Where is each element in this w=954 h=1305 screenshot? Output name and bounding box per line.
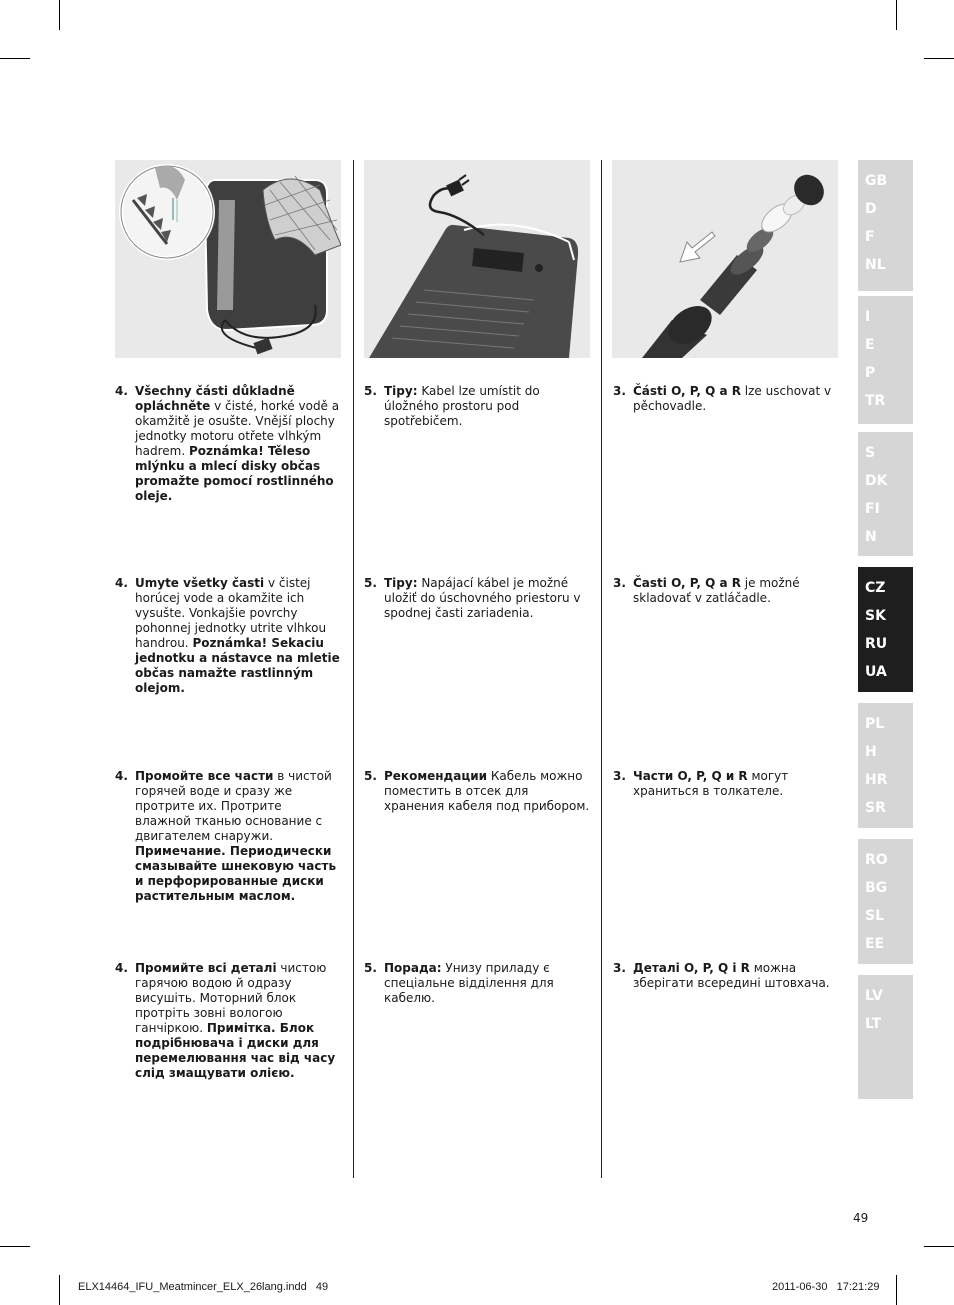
- step-body: je možné skladovať v zatláčadle.: [633, 576, 800, 605]
- language-tab-group[interactable]: [858, 975, 913, 1099]
- step-emphasis: Деталі O, P, Q i R: [633, 961, 750, 975]
- step-body: можна зберігати всередині штовхача.: [633, 961, 830, 990]
- column-divider: [601, 160, 602, 1178]
- language-tab-group[interactable]: [858, 296, 913, 424]
- step-emphasis: Časti O, P, Q a R: [633, 576, 741, 590]
- step-body: Kabel lze umístit do úložného prostoru pod spotřebičem.: [384, 384, 540, 428]
- language-code: UA: [865, 664, 887, 680]
- step-body: чистою гарячою водою й одразу висушіть. Моторний блок протріть зовні вологою ганчіркою.: [135, 961, 327, 1035]
- language-tab-group[interactable]: [858, 839, 913, 964]
- step-number: 3.: [613, 961, 626, 975]
- step-item: [613, 961, 839, 991]
- step-body: v čisté, horké vodě a okamžitě je osušte. Vnější plochy jednotky motoru otřete vlhkým hadrem.: [135, 399, 340, 458]
- step-item: [364, 384, 590, 429]
- rinse-parts-illustration: [115, 160, 341, 358]
- step-number: 5.: [364, 384, 377, 398]
- step-number: 4.: [115, 961, 128, 975]
- language-code: EE: [865, 936, 885, 952]
- step-emphasis: Umyte všetky časti: [135, 576, 265, 590]
- step-item: [364, 576, 590, 621]
- step-number: 4.: [115, 384, 128, 398]
- crop-mark: [0, 1246, 30, 1247]
- step-text: [135, 576, 341, 696]
- step-emphasis: Промойте все части: [135, 769, 274, 783]
- step-number: 4.: [115, 769, 128, 783]
- step-text: [633, 576, 839, 606]
- language-code: NL: [865, 257, 886, 273]
- language-code: F: [865, 229, 875, 245]
- crop-mark: [59, 0, 60, 30]
- step-text: [135, 961, 341, 1081]
- pusher-storage-illustration: [612, 160, 838, 358]
- language-code: GB: [865, 173, 888, 189]
- language-code: TR: [865, 393, 886, 409]
- language-tab-group-active[interactable]: [858, 567, 913, 692]
- step-emphasis: Порада:: [384, 961, 442, 975]
- step-note: Poznámka! Těleso mlýnku a mlecí disky občas promažte pomocí rostlinného oleje.: [135, 444, 334, 503]
- step-emphasis: Tipy:: [384, 576, 418, 590]
- step-emphasis: Všechny části důkladně opláchněte: [135, 384, 295, 413]
- step-number: 3.: [613, 576, 626, 590]
- step-item: [115, 384, 341, 504]
- crop-mark: [924, 1246, 954, 1247]
- step-body: Napájací kábel je možné uložiť do úschovného priestoru v spodnej časti zariadenia.: [384, 576, 581, 620]
- language-tab-group[interactable]: [858, 160, 913, 291]
- language-code: SK: [865, 608, 886, 624]
- language-tab-group[interactable]: [858, 432, 913, 556]
- language-code: SR: [865, 800, 886, 816]
- column-divider: [353, 160, 354, 1178]
- footer-datetime: 2011-06-30 17:21:29: [772, 1281, 880, 1293]
- crop-mark: [896, 0, 897, 30]
- step-text: [384, 576, 590, 621]
- page-number: 49: [853, 1211, 869, 1225]
- step-item: [613, 769, 839, 799]
- step-body: lze uschovat v pěchovadle.: [633, 384, 832, 413]
- step-number: 4.: [115, 576, 128, 590]
- step-number: 5.: [364, 576, 377, 590]
- language-code: FI: [865, 501, 880, 517]
- language-code: LV: [865, 988, 883, 1004]
- crop-mark: [0, 58, 30, 59]
- step-emphasis: Části O, P, Q a R: [633, 384, 741, 398]
- language-code: HR: [865, 772, 888, 788]
- language-code: LT: [865, 1016, 882, 1032]
- language-code: DK: [865, 473, 888, 489]
- language-code: E: [865, 337, 875, 353]
- step-body: могут храниться в толкателе.: [633, 769, 789, 798]
- step-text: [384, 384, 590, 429]
- step-body: Унизу приладу є спеціальне відділення для кабелю.: [384, 961, 554, 1005]
- language-code: N: [865, 529, 877, 545]
- step-text: [384, 769, 590, 814]
- step-text: [633, 769, 839, 799]
- step-number: 5.: [364, 961, 377, 975]
- step-body: в чистой горячей воде и сразу же протрите их. Протрите влажной тканью основание с двигателем снаружи.: [135, 769, 332, 843]
- step-item: [115, 769, 341, 904]
- step-text: [633, 961, 839, 991]
- step-item: [613, 384, 839, 414]
- language-code: P: [865, 365, 876, 381]
- step-emphasis: Tipy:: [384, 384, 418, 398]
- step-item: [364, 961, 590, 1006]
- step-emphasis: Промийте всі деталі: [135, 961, 277, 975]
- step-text: [633, 384, 839, 414]
- step-item: [115, 961, 341, 1081]
- step-item: [364, 769, 590, 814]
- step-item: [613, 576, 839, 606]
- language-tab-group[interactable]: [858, 703, 913, 828]
- language-code: PL: [865, 716, 885, 732]
- step-number: 3.: [613, 384, 626, 398]
- language-code: D: [865, 201, 877, 217]
- language-code: RO: [865, 852, 888, 868]
- step-item: [115, 576, 341, 696]
- step-number: 3.: [613, 769, 626, 783]
- step-note: Poznámka! Sekaciu jednotku a nástavce na mletie občas namažte rastlinným olejom.: [135, 636, 340, 695]
- language-code: RU: [865, 636, 888, 652]
- step-note: Примітка. Блок подрібнювача і диски для перемелювання час від часу слід змащувати олією.: [135, 1021, 336, 1080]
- crop-mark: [896, 1275, 897, 1305]
- step-number: 5.: [364, 769, 377, 783]
- cable-storage-illustration: [364, 160, 590, 358]
- step-emphasis: Рекомендации: [384, 769, 488, 783]
- footer-file-info: ELX14464_IFU_Meatmincer_ELX_26lang.indd 49: [78, 1281, 329, 1293]
- step-text: [135, 384, 341, 504]
- step-body: Кабель можно поместить в отсек для хранения кабеля под прибором.: [384, 769, 590, 813]
- language-code: SL: [865, 908, 885, 924]
- step-note: Примечание. Периодически смазывайте шнековую часть и перфорированные диски растительным маслом.: [135, 844, 337, 903]
- step-text: [135, 769, 341, 904]
- language-code: I: [865, 309, 871, 325]
- language-code: CZ: [865, 580, 886, 596]
- step-emphasis: Части O, P, Q и R: [633, 769, 748, 783]
- step-text: [384, 961, 590, 1006]
- step-body: v čistej horúcej vode a okamžite ich vysušte. Vonkajšie povrchy pohonnej jednotky utrite vlhkou handrou.: [135, 576, 327, 650]
- crop-mark: [59, 1275, 60, 1305]
- language-code: S: [865, 445, 876, 461]
- language-code: H: [865, 744, 877, 760]
- crop-mark: [924, 58, 954, 59]
- language-code: BG: [865, 880, 888, 896]
